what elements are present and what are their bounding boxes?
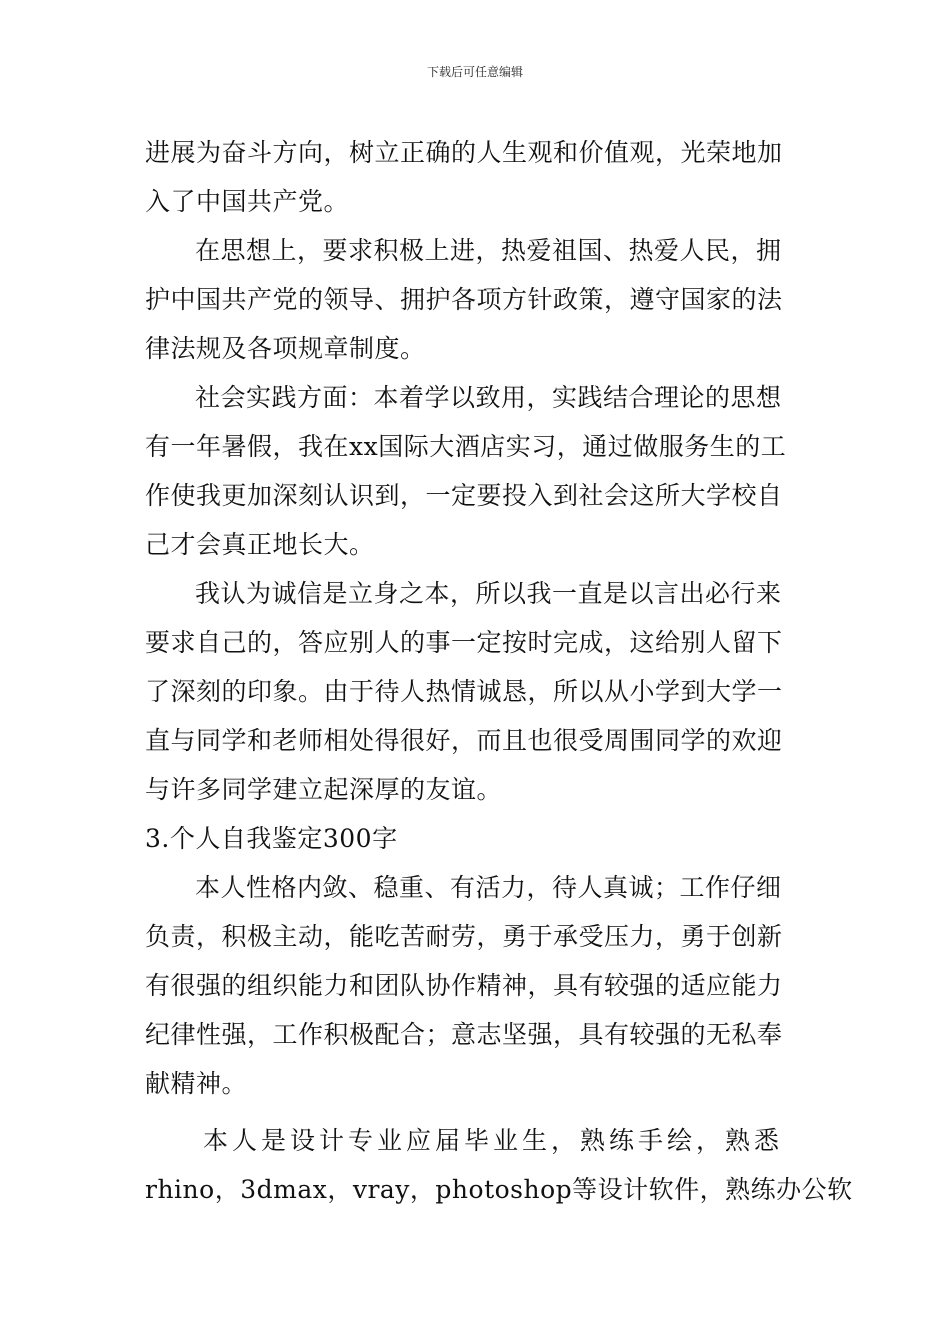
paragraph-line: 有一年暑假，我在xx国际大酒店实习，通过做服务生的工 — [145, 432, 787, 461]
paragraph-line: 负责，积极主动，能吃苦耐劳，勇于承受压力，勇于创新 — [145, 922, 783, 951]
paragraph-5 — [145, 863, 805, 1108]
paragraph-line: 献精神。 — [145, 1069, 248, 1098]
paragraph-line: 本人性格内敛、稳重、有活力，待人真诚；工作仔细 — [195, 873, 782, 902]
paragraph-line: 进展为奋斗方向，树立正确的人生观和价值观，光荣地加 — [145, 138, 783, 167]
paragraph-line: 护中国共产党的领导、拥护各项方针政策，遵守国家的法 — [145, 285, 783, 314]
document-body — [145, 128, 853, 1214]
paragraph-line: 己才会真正地长大。 — [145, 530, 375, 559]
page-header-note: 下载后可任意编辑 — [426, 65, 523, 79]
paragraph-line: 在思想上，要求积极上进，热爱祖国、热爱人民，拥 — [195, 236, 782, 265]
paragraph-line: 了深刻的印象。由于待人热情诚恳，所以从小学到大学一 — [145, 677, 783, 706]
paragraph-line: rhino，3dmax，vray，photoshop等设计软件，熟练办公软 — [145, 1175, 853, 1204]
paragraph-line: 有很强的组织能力和团队协作精神，具有较强的适应能力 — [145, 971, 783, 1000]
paragraph-line: 直与同学和老师相处得很好，而且也很受周围同学的欢迎 — [145, 726, 783, 755]
paragraph-2 — [145, 226, 805, 373]
paragraph-4 — [145, 569, 805, 814]
paragraph-6 — [145, 1116, 853, 1214]
paragraph-line: 作使我更加深刻认识到，一定要投入到社会这所大学校自 — [145, 481, 783, 510]
paragraph-line: 我认为诚信是立身之本，所以我一直是以言出必行来 — [195, 579, 782, 608]
section-heading: 3.个人自我鉴定300字 — [145, 824, 398, 853]
paragraph-1 — [145, 128, 805, 226]
paragraph-line: 律法规及各项规章制度。 — [145, 334, 426, 363]
paragraph-line: 与许多同学建立起深厚的友谊。 — [145, 775, 503, 804]
paragraph-line: 要求自己的，答应别人的事一定按时完成，这给别人留下 — [145, 628, 783, 657]
paragraph-3 — [145, 373, 805, 569]
paragraph-line: 本人是设计专业应届毕业生，熟练手绘，熟悉 — [203, 1126, 784, 1155]
paragraph-line: 社会实践方面：本着学以致用，实践结合理论的思想 — [195, 383, 782, 412]
paragraph-line: 入了中国共产党。 — [145, 187, 350, 216]
paragraph-line: 纪律性强，工作积极配合；意志坚强，具有较强的无私奉 — [145, 1020, 783, 1049]
